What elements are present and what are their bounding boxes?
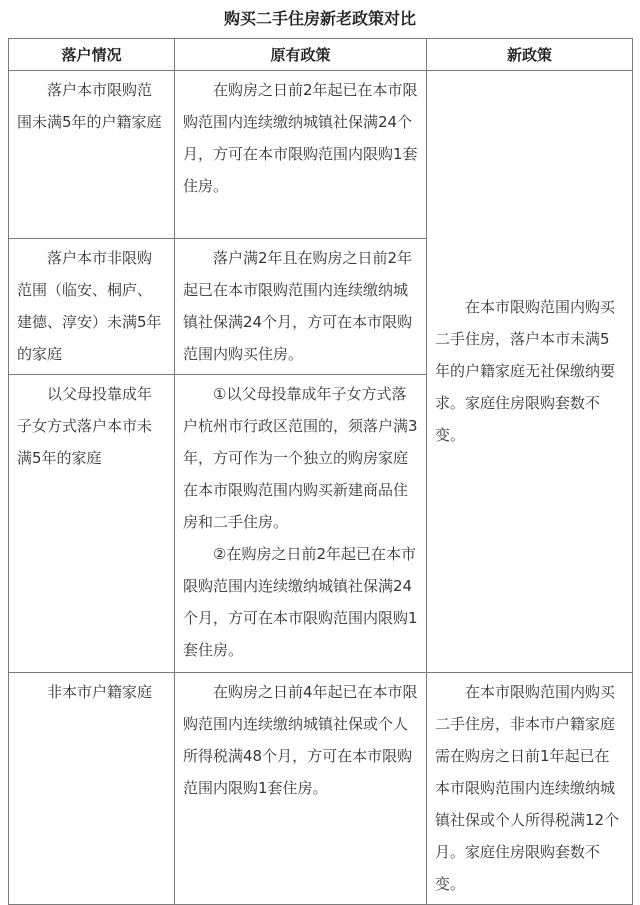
policy-comparison-table — [8, 38, 633, 905]
new-policy-merged-cell — [427, 71, 633, 673]
header-new-policy: 新政策 — [427, 39, 633, 71]
situation-cell — [9, 673, 175, 905]
situation-cell — [9, 71, 175, 239]
new-policy-cell — [427, 673, 633, 905]
old-policy-item-2: ②在购房之日前2年起已在本市限购范围内连续缴纳城镇社保满24个月，方可在本市限购范围内限购1套住房。 — [183, 545, 418, 659]
old-policy-cell — [175, 673, 427, 905]
header-old-policy: 原有政策 — [175, 39, 427, 71]
situation-text: 落户本市限购范围未满5年的户籍家庭 — [17, 81, 162, 131]
new-policy-text: 在本市限购范围内购买二手住房，落户本市未满5年的户籍家庭无社保缴纳要求。家庭住房限购套数不变。 — [435, 298, 616, 444]
old-policy-cell — [175, 239, 427, 375]
table-row — [9, 673, 633, 905]
old-policy-text: 落户满2年且在购房之日前2年起已在本市限购范围内连续缴纳城镇社保满24个月，方可在本市限购范围内购买住房。 — [183, 249, 413, 363]
situation-cell — [9, 375, 175, 673]
old-policy-cell — [175, 375, 427, 673]
table-row — [9, 71, 633, 239]
table-header-row — [9, 39, 633, 71]
situation-text: 非本市户籍家庭 — [47, 683, 153, 701]
situation-text: 以父母投靠成年子女方式落户本市未满5年的家庭 — [17, 385, 153, 467]
new-policy-text: 在本市限购范围内购买二手住房，非本市户籍家庭需在购房之日前1年起已在本市限购范围内连续缴纳城镇社保或个人所得税满12个月。家庭住房限购套数不变。 — [435, 683, 620, 893]
old-policy-cell — [175, 71, 427, 239]
old-policy-text: 在购房之日前2年起已在本市限购范围内连续缴纳城镇社保满24个月，方可在本市限购范围内限购1套住房。 — [183, 81, 418, 195]
old-policy-text: 在购房之日前4年起已在本市限购范围内连续缴纳城镇社保或个人所得税满48个月，方可在本市限购范围内限购1套住房。 — [183, 683, 418, 797]
situation-text: 落户本市非限购范围（临安、桐庐、建德、淳安）未满5年的家庭 — [17, 249, 162, 363]
page-title: 购买二手住房新老政策对比 — [223, 9, 416, 28]
header-settlement-situation: 落户情况 — [9, 39, 175, 71]
situation-cell — [9, 239, 175, 375]
old-policy-item-1: ①以父母投靠成年子女方式落户杭州市行政区范围的，须落户满3年，方可作为一个独立的购房家庭在本市限购范围内购买新建商品住房和二手住房。 — [183, 385, 418, 531]
